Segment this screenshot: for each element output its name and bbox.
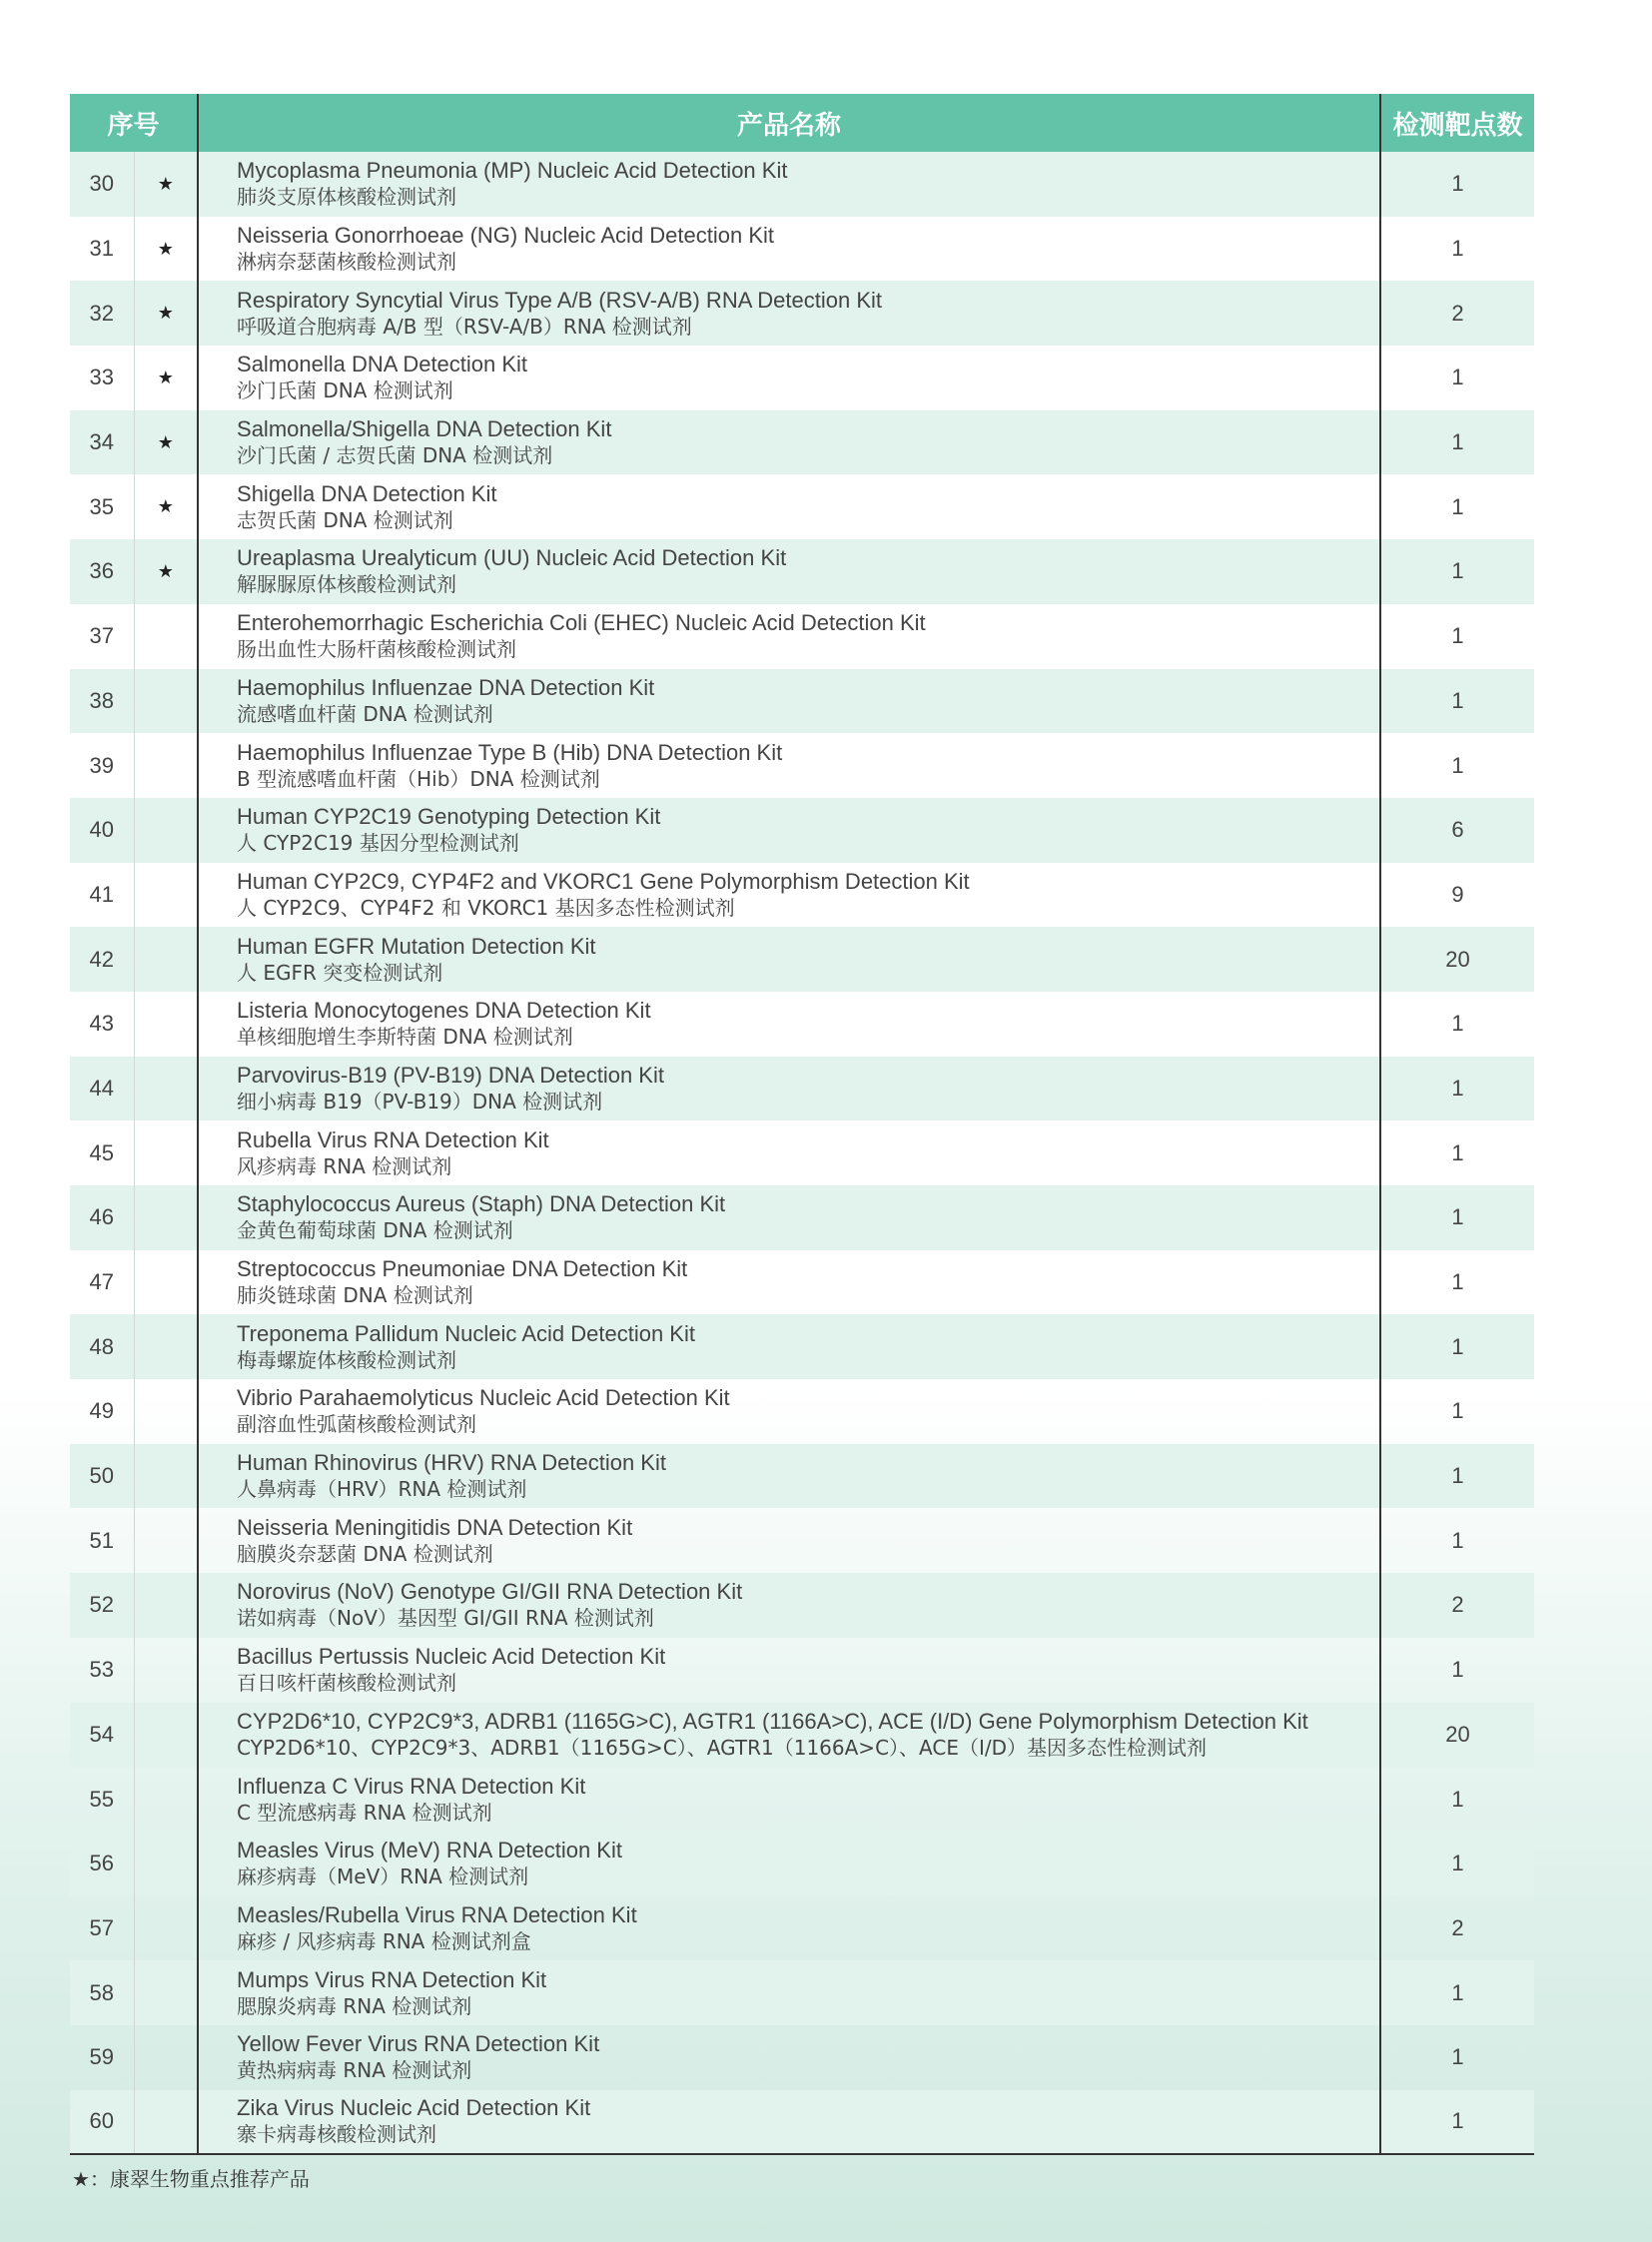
product-name-zh: C 型流感病毒 RNA 检测试剂	[237, 1800, 492, 1825]
product-name-en: Salmonella/Shigella DNA Detection Kit	[237, 416, 612, 442]
table-row	[70, 604, 1534, 669]
row-number: 48	[70, 1314, 134, 1379]
product-name-zh: 百日咳杆菌核酸检测试剂	[237, 1671, 457, 1696]
product-name-en: Vibrio Parahaemolyticus Nucleic Acid Detection Kit	[237, 1385, 730, 1411]
table-row	[70, 539, 1534, 604]
recommended-star-icon	[134, 1896, 198, 1961]
product-name-zh: 麻疹病毒（MeV）RNA 检测试剂	[237, 1865, 529, 1889]
table-row	[70, 410, 1534, 475]
product-name-zh: CYP2D6*10、CYP2C9*3、ADRB1（1165G>C）、AGTR1（1166A>C）、ACE（I/D）基因多态性检测试剂	[237, 1735, 1208, 1760]
product-name-zh: 寨卡病毒核酸检测试剂	[237, 2122, 437, 2147]
table-row	[70, 1896, 1534, 1961]
product-name-zh: 呼吸道合胞病毒 A/B 型（RSV-A/B）RNA 检测试剂	[237, 314, 692, 339]
table-row	[70, 152, 1534, 217]
product-name-en: Enterohemorrhagic Escherichia Coli (EHEC) Nucleic Acid Detection Kit	[237, 610, 926, 636]
recommended-star-icon: ★	[134, 410, 198, 475]
table-row	[70, 1250, 1534, 1315]
product-name-en: Human EGFR Mutation Detection Kit	[237, 933, 596, 959]
product-name-en: Neisseria Gonorrhoeae (NG) Nucleic Acid Detection Kit	[237, 223, 775, 249]
table-row	[70, 798, 1534, 863]
product-name-cell	[198, 539, 1380, 604]
product-name-en: Measles Virus (MeV) RNA Detection Kit	[237, 1838, 622, 1864]
target-count: 2	[1380, 281, 1534, 346]
target-count: 1	[1380, 2090, 1534, 2155]
target-count: 1	[1380, 1832, 1534, 1896]
product-name-cell	[198, 1573, 1380, 1638]
row-number: 46	[70, 1185, 134, 1250]
product-name-cell	[198, 733, 1380, 798]
row-number: 57	[70, 1896, 134, 1961]
target-count: 20	[1380, 1703, 1534, 1768]
target-count: 2	[1380, 1573, 1534, 1638]
row-number: 50	[70, 1444, 134, 1509]
row-number: 52	[70, 1573, 134, 1638]
table-row	[70, 1508, 1534, 1573]
product-name-cell	[198, 2090, 1380, 2155]
product-name-cell	[198, 346, 1380, 410]
target-count: 1	[1380, 410, 1534, 475]
target-count: 1	[1451, 365, 1464, 390]
row-number: 54	[70, 1703, 134, 1768]
product-name-en: Zika Virus Nucleic Acid Detection Kit	[237, 2095, 591, 2121]
table-row	[70, 1121, 1534, 1185]
product-name-zh: B 型流感嗜血杆菌（Hib）DNA 检测试剂	[237, 766, 600, 791]
recommended-star-icon	[134, 798, 198, 863]
recommended-star-icon	[134, 992, 198, 1057]
target-count: 2	[1451, 1914, 1464, 1940]
product-name-zh: 肺炎支原体核酸检测试剂	[237, 185, 457, 210]
product-name-zh: 肠出血性大肠杆菌核酸检测试剂	[237, 637, 517, 662]
target-count: 1	[1451, 1527, 1464, 1553]
recommended-star-icon	[134, 927, 198, 992]
recommended-star-icon: ★	[134, 281, 198, 346]
product-name-en: Bacillus Pertussis Nucleic Acid Detection Kit	[237, 1644, 666, 1670]
star-legend: ★：康翠生物重点推荐产品	[72, 2167, 310, 2191]
table-row	[70, 733, 1534, 798]
row-number: 51	[70, 1508, 134, 1573]
row-number: 55	[70, 1767, 134, 1832]
table-row	[70, 1185, 1534, 1250]
table-row	[70, 1379, 1534, 1444]
product-name-en: CYP2D6*10, CYP2C9*3, ADRB1 (1165G>C), AGTR1 (1166A>C), ACE (I/D) Gene Polymorphism Detection Kit	[237, 1708, 1308, 1734]
target-count: 1	[1451, 2044, 1464, 2070]
recommended-star-icon	[134, 1379, 198, 1444]
product-name-zh: 诺如病毒（NoV）基因型 GI/GII RNA 检测试剂	[237, 1606, 654, 1631]
target-count: 9	[1451, 881, 1464, 907]
product-name-zh: 梅毒螺旋体核酸检测试剂	[237, 1347, 457, 1372]
product-table	[70, 94, 1534, 2155]
recommended-star-icon: ★	[134, 152, 198, 217]
table-row	[70, 281, 1534, 346]
product-name-zh: 脑膜炎奈瑟菌 DNA 检测试剂	[237, 1541, 493, 1566]
recommended-star-icon: ★	[134, 539, 198, 604]
row-number: 30	[70, 152, 134, 217]
row-number: 35	[70, 474, 134, 539]
product-name-en: Human Rhinovirus (HRV) RNA Detection Kit	[237, 1450, 666, 1476]
product-name-cell	[198, 1767, 1380, 1832]
product-name-cell	[198, 217, 1380, 282]
target-count: 1	[1380, 1057, 1534, 1121]
product-name-en: Haemophilus Influenzae DNA Detection Kit	[237, 674, 655, 700]
header-serial-number: 序号	[70, 94, 198, 152]
table-row	[70, 1703, 1534, 1768]
product-name-en: Shigella DNA Detection Kit	[237, 480, 497, 506]
product-name-zh: 人鼻病毒（HRV）RNA 检测试剂	[237, 1477, 527, 1502]
row-number: 60	[70, 2090, 134, 2155]
row-number: 45	[70, 1121, 134, 1185]
target-count: 1	[1380, 152, 1534, 217]
product-name-cell	[198, 410, 1380, 475]
product-name-cell	[198, 992, 1380, 1057]
table-row	[70, 2025, 1534, 2090]
row-number: 31	[70, 217, 134, 282]
target-count: 6	[1380, 798, 1534, 863]
recommended-star-icon	[134, 1638, 198, 1703]
product-name-en: Influenza C Virus RNA Detection Kit	[237, 1773, 586, 1799]
target-count: 1	[1380, 1444, 1534, 1509]
recommended-star-icon	[134, 669, 198, 734]
table-row	[70, 1832, 1534, 1896]
product-name-en: Staphylococcus Aureus (Staph) DNA Detection Kit	[237, 1191, 726, 1217]
target-count: 20	[1380, 927, 1534, 992]
recommended-star-icon	[134, 1057, 198, 1121]
recommended-star-icon	[134, 1508, 198, 1573]
product-name-en: Human CYP2C19 Genotyping Detection Kit	[237, 804, 661, 830]
row-number: 59	[70, 2025, 134, 2090]
row-number: 47	[70, 1250, 134, 1315]
product-name-cell	[198, 863, 1380, 928]
product-name-en: Listeria Monocytogenes DNA Detection Kit	[237, 998, 651, 1024]
product-name-cell	[198, 798, 1380, 863]
product-name-zh: 副溶血性弧菌核酸检测试剂	[237, 1412, 477, 1437]
target-count: 1	[1380, 1960, 1534, 2025]
product-name-zh: 志贺氏菌 DNA 检测试剂	[237, 507, 453, 532]
product-name-zh: 腮腺炎病毒 RNA 检测试剂	[237, 1993, 472, 2018]
row-number: 43	[70, 992, 134, 1057]
recommended-star-icon	[134, 1121, 198, 1185]
product-name-en: Human CYP2C9, CYP4F2 and VKORC1 Gene Polymorphism Detection Kit	[237, 868, 970, 894]
product-name-en: Mumps Virus RNA Detection Kit	[237, 1966, 547, 1992]
product-name-zh: 流感嗜血杆菌 DNA 检测试剂	[237, 701, 493, 726]
recommended-star-icon: ★	[134, 474, 198, 539]
product-name-zh: 风疹病毒 RNA 检测试剂	[237, 1153, 452, 1178]
product-name-zh: 肺炎链球菌 DNA 检测试剂	[237, 1283, 473, 1308]
row-number: 41	[70, 863, 134, 928]
table-row	[70, 1638, 1534, 1703]
target-count: 1	[1451, 493, 1464, 519]
product-name-cell	[198, 927, 1380, 992]
table-row	[70, 669, 1534, 734]
header-target-count: 检测靶点数	[1380, 94, 1534, 152]
product-name-cell	[198, 1896, 1380, 1961]
product-name-en: Streptococcus Pneumoniae DNA Detection Kit	[237, 1256, 688, 1282]
target-count: 1	[1451, 1398, 1464, 1424]
target-count: 1	[1451, 1786, 1464, 1812]
row-number: 32	[70, 281, 134, 346]
row-number: 37	[70, 604, 134, 669]
recommended-star-icon: ★	[134, 217, 198, 282]
table-row	[70, 346, 1534, 410]
table-row	[70, 1767, 1534, 1832]
product-name-zh: 人 EGFR 突变检测试剂	[237, 960, 443, 985]
product-name-en: Haemophilus Influenzae Type B (Hib) DNA Detection Kit	[237, 739, 783, 765]
product-name-en: Neisseria Meningitidis DNA Detection Kit	[237, 1514, 633, 1540]
row-number: 49	[70, 1379, 134, 1444]
product-name-cell	[198, 281, 1380, 346]
product-name-en: Mycoplasma Pneumonia (MP) Nucleic Acid Detection Kit	[237, 158, 788, 184]
target-count: 1	[1451, 1011, 1464, 1037]
product-name-zh: 麻疹 / 风疹病毒 RNA 检测试剂盒	[237, 1928, 531, 1953]
recommended-star-icon	[134, 604, 198, 669]
product-name-cell	[198, 1185, 1380, 1250]
product-name-cell	[198, 1444, 1380, 1509]
product-name-cell	[198, 604, 1380, 669]
product-name-zh: 解脲脲原体核酸检测试剂	[237, 572, 457, 597]
recommended-star-icon	[134, 1767, 198, 1832]
product-name-zh: 细小病毒 B19（PV-B19）DNA 检测试剂	[237, 1089, 603, 1114]
recommended-star-icon	[134, 1703, 198, 1768]
row-number: 34	[70, 410, 134, 475]
product-name-zh: 金黄色葡萄球菌 DNA 检测试剂	[237, 1218, 513, 1243]
target-count: 1	[1380, 1314, 1534, 1379]
recommended-star-icon	[134, 2090, 198, 2155]
row-number: 33	[70, 346, 134, 410]
product-name-cell	[198, 152, 1380, 217]
recommended-star-icon: ★	[134, 346, 198, 410]
product-name-en: Salmonella DNA Detection Kit	[237, 352, 528, 377]
table-row	[70, 927, 1534, 992]
product-name-en: Rubella Virus RNA Detection Kit	[237, 1126, 549, 1152]
recommended-star-icon	[134, 863, 198, 928]
row-number: 44	[70, 1057, 134, 1121]
product-name-cell	[198, 1379, 1380, 1444]
target-count: 1	[1451, 623, 1464, 649]
table-row	[70, 1057, 1534, 1121]
target-count: 1	[1451, 1657, 1464, 1683]
product-name-cell	[198, 1314, 1380, 1379]
table-row	[70, 863, 1534, 928]
product-name-cell	[198, 1703, 1380, 1768]
product-name-en: Respiratory Syncytial Virus Type A/B (RSV-A/B) RNA Detection Kit	[237, 287, 883, 313]
product-name-cell	[198, 1508, 1380, 1573]
product-name-zh: 沙门氏菌 / 志贺氏菌 DNA 检测试剂	[237, 443, 553, 468]
product-name-en: Yellow Fever Virus RNA Detection Kit	[237, 2031, 600, 2057]
target-count: 1	[1451, 236, 1464, 262]
row-number: 42	[70, 927, 134, 992]
target-count: 1	[1380, 1185, 1534, 1250]
table-row	[70, 1314, 1534, 1379]
product-name-zh: 黄热病病毒 RNA 检测试剂	[237, 2058, 472, 2083]
row-number: 36	[70, 539, 134, 604]
table-row	[70, 2090, 1534, 2155]
product-name-cell	[198, 1960, 1380, 2025]
product-name-zh: 淋病奈瑟菌核酸检测试剂	[237, 250, 457, 275]
target-count: 1	[1451, 752, 1464, 778]
row-number: 53	[70, 1638, 134, 1703]
product-name-cell	[198, 1832, 1380, 1896]
recommended-star-icon	[134, 1185, 198, 1250]
product-name-cell	[198, 1121, 1380, 1185]
recommended-star-icon	[134, 1960, 198, 2025]
table-row	[70, 1960, 1534, 2025]
row-number: 39	[70, 733, 134, 798]
recommended-star-icon	[134, 1250, 198, 1315]
product-name-cell	[198, 1250, 1380, 1315]
table-row	[70, 1573, 1534, 1638]
row-number: 58	[70, 1960, 134, 2025]
table-header-row	[70, 94, 1534, 152]
product-name-zh: 单核细胞增生李斯特菌 DNA 检测试剂	[237, 1025, 573, 1050]
product-name-zh: 沙门氏菌 DNA 检测试剂	[237, 378, 453, 403]
product-name-zh: 人 CYP2C19 基因分型检测试剂	[237, 831, 519, 856]
recommended-star-icon	[134, 1444, 198, 1509]
row-number: 40	[70, 798, 134, 863]
product-name-cell	[198, 1638, 1380, 1703]
recommended-star-icon	[134, 1573, 198, 1638]
product-name-en: Parvovirus-B19 (PV-B19) DNA Detection Kit	[237, 1062, 664, 1088]
table-row	[70, 992, 1534, 1057]
table-row	[70, 1444, 1534, 1509]
product-name-zh: 人 CYP2C9、CYP4F2 和 VKORC1 基因多态性检测试剂	[237, 895, 735, 920]
recommended-star-icon	[134, 2025, 198, 2090]
table-row	[70, 474, 1534, 539]
target-count: 1	[1451, 1139, 1464, 1165]
product-table-container	[70, 94, 1534, 2155]
product-name-en: Measles/Rubella Virus RNA Detection Kit	[237, 1901, 637, 1927]
table-row	[70, 217, 1534, 282]
product-name-en: Ureaplasma Urealyticum (UU) Nucleic Acid Detection Kit	[237, 545, 787, 571]
product-name-en: Treponema Pallidum Nucleic Acid Detection Kit	[237, 1320, 695, 1346]
product-name-cell	[198, 669, 1380, 734]
product-name-cell	[198, 474, 1380, 539]
product-name-cell	[198, 2025, 1380, 2090]
row-number: 38	[70, 669, 134, 734]
product-name-en: Norovirus (NoV) Genotype GI/GII RNA Detection Kit	[237, 1579, 743, 1605]
recommended-star-icon	[134, 733, 198, 798]
row-number: 56	[70, 1832, 134, 1896]
product-name-cell	[198, 1057, 1380, 1121]
target-count: 1	[1451, 1269, 1464, 1295]
target-count: 1	[1380, 539, 1534, 604]
recommended-star-icon	[134, 1832, 198, 1896]
recommended-star-icon	[134, 1314, 198, 1379]
header-product-name: 产品名称	[198, 94, 1380, 152]
target-count: 1	[1380, 669, 1534, 734]
